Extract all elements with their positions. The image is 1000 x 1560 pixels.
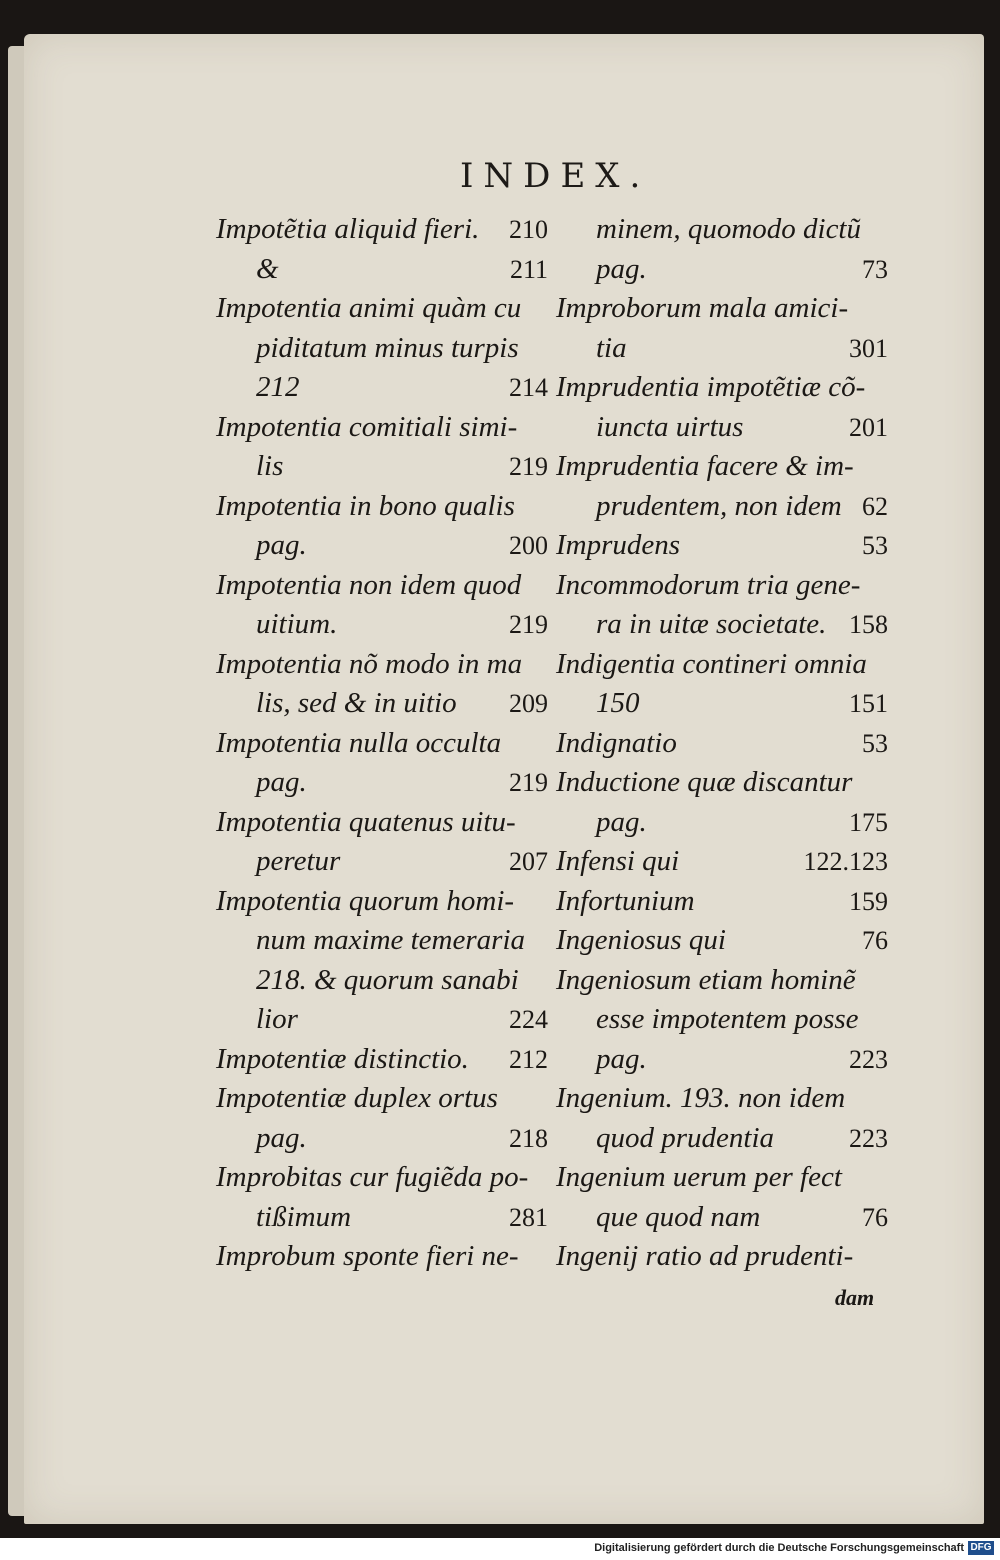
entry-text: Imprudentia impotẽtiæ cõ- — [556, 371, 866, 403]
entry-text: lis, sed & in uitio — [256, 687, 457, 719]
index-entry-line — [216, 605, 548, 645]
entry-page-number: 201 — [849, 412, 888, 442]
catchword: dam — [835, 1285, 875, 1310]
entry-text: Imprudentia facere & im- — [556, 450, 854, 482]
entry-text: Imprudens — [556, 529, 681, 561]
entry-text: uitium. — [256, 608, 338, 640]
index-column-right — [556, 210, 888, 1277]
index-entry-line — [216, 1158, 548, 1198]
entry-text: & — [256, 252, 279, 285]
index-entry-line — [556, 1040, 888, 1080]
index-entry-line — [216, 408, 548, 448]
entry-page-number: 224 — [509, 1005, 548, 1034]
entry-page-number: 211 — [509, 254, 548, 284]
entry-page-number: 62 — [862, 491, 888, 521]
entry-text: 218. & quorum sanabi — [256, 963, 519, 996]
entry-text: tia — [596, 331, 627, 364]
index-entry-line — [556, 882, 888, 922]
index-entry-line — [216, 803, 548, 843]
entry-page-number: 223 — [849, 1123, 888, 1153]
index-entry-line — [216, 645, 548, 685]
index-entry-line — [216, 1198, 548, 1238]
entry-text: lior — [256, 1003, 298, 1035]
entry-text: pag. — [256, 1121, 307, 1154]
index-entry-line — [556, 1000, 888, 1040]
entry-page-number: 281 — [509, 1202, 548, 1232]
entry-text: Impotentia comitiali simi- — [216, 410, 518, 443]
index-entry-line — [216, 1079, 548, 1119]
index-entry-line — [556, 526, 888, 566]
entry-page-number: 214 — [509, 373, 548, 402]
entry-text: Impotentia non idem quod — [216, 568, 522, 601]
entry-page-number: 73 — [862, 254, 888, 284]
entry-text: Indigentia contineri omnia — [556, 647, 867, 680]
entry-text: Impotentia quorum homi- — [216, 884, 515, 917]
entry-text: Indignatio — [556, 726, 677, 759]
entry-text: Incommodorum tria gene- — [556, 568, 861, 601]
entry-page-number: 210 — [509, 215, 548, 244]
entry-text: Improborum mala amici- — [556, 292, 849, 324]
entry-text: 212 — [256, 371, 300, 403]
index-entry-line — [216, 842, 548, 882]
entry-page-number: 219 — [509, 452, 548, 481]
entry-text: Improbum sponte fieri ne- — [216, 1240, 519, 1272]
entry-page-number: 223 — [849, 1044, 888, 1074]
index-entry-line — [216, 487, 548, 527]
entry-page-number: 200 — [509, 531, 548, 560]
index-entry-line — [216, 1040, 548, 1080]
index-entry-line — [216, 724, 548, 764]
entry-text: Impotẽtia aliquid fieri. — [216, 213, 480, 245]
index-column-left — [216, 210, 548, 1277]
index-entry-line — [556, 684, 888, 724]
entry-text: que quod nam — [596, 1200, 761, 1233]
index-entry-line — [556, 605, 888, 645]
index-entry-line — [216, 250, 548, 290]
entry-text: prudentem, non idem — [596, 489, 842, 522]
entry-text: Ingenium uerum per fect — [556, 1161, 842, 1193]
index-entry-line — [556, 961, 888, 1001]
entry-page-number: 207 — [509, 847, 548, 876]
index-entry-line — [216, 329, 548, 369]
entry-text: pag. — [596, 805, 647, 838]
entry-text: Impotentia nõ modo in ma — [216, 647, 523, 680]
index-entry-line — [556, 487, 888, 527]
dfg-logo-icon: DFG — [968, 1541, 994, 1555]
entry-page-number: 159 — [849, 886, 888, 916]
entry-text: pag. — [596, 252, 647, 285]
index-entry-line — [556, 842, 888, 882]
entry-page-number: 151 — [849, 689, 888, 718]
entry-text: Ingeniosus qui — [556, 924, 726, 956]
entry-page-number: 218 — [509, 1123, 548, 1153]
entry-page-number: 53 — [862, 531, 888, 560]
entry-text: Impotentia in bono qualis — [216, 489, 515, 522]
entry-text: esse impotentem posse — [596, 1003, 859, 1035]
index-entry-line — [216, 566, 548, 606]
entry-text: Ingenij ratio ad prudenti- — [556, 1240, 854, 1272]
index-entry-line — [556, 329, 888, 369]
entry-page-number: 76 — [862, 1202, 888, 1232]
entry-text: num maxime temeraria — [256, 924, 526, 956]
index-entry-line — [216, 763, 548, 803]
index-entry-line — [216, 1000, 548, 1040]
index-entry-line — [556, 724, 888, 764]
entry-text: Impotentiæ distinctio. — [216, 1042, 469, 1075]
index-entry-line — [556, 566, 888, 606]
entry-text: pag. — [256, 766, 307, 798]
entry-page-number: 76 — [862, 926, 888, 955]
index-entry-line — [556, 250, 888, 290]
entry-text: pag. — [256, 529, 307, 561]
entry-page-number: 219 — [509, 768, 548, 797]
index-entry-line — [556, 210, 888, 250]
entry-text: 150 — [596, 687, 640, 719]
index-entry-line — [216, 526, 548, 566]
entry-text: piditatum minus turpis — [256, 331, 519, 364]
index-entry-line — [556, 408, 888, 448]
entry-text: peretur — [256, 845, 341, 877]
footer-bar — [0, 1538, 1000, 1560]
entry-text: Ingeniosum etiam hominẽ — [556, 963, 856, 996]
index-entry-line — [216, 368, 548, 408]
entry-text: Inductione quæ discantur — [556, 766, 853, 798]
entry-text: quod prudentia — [596, 1121, 775, 1154]
entry-page-number: 219 — [509, 610, 548, 639]
index-entry-line — [556, 1198, 888, 1238]
entry-page-number: 122.123 — [803, 847, 888, 876]
index-entry-line — [556, 1119, 888, 1159]
index-entry-line — [216, 961, 548, 1001]
entry-text: tißimum — [256, 1200, 352, 1233]
index-entry-line — [216, 447, 548, 487]
entry-text: Infortunium — [556, 884, 695, 917]
index-entry-line — [556, 1237, 888, 1277]
index-entry-line — [216, 1119, 548, 1159]
index-entry-line — [216, 289, 548, 329]
index-entry-line — [556, 645, 888, 685]
index-entry-line — [556, 803, 888, 843]
entry-page-number: 209 — [509, 689, 548, 718]
entry-text: Improbitas cur fugiẽda po- — [216, 1161, 529, 1193]
footer-credit: Digitalisierung gefördert durch die Deutsche Forschungsgemeinschaft — [594, 1542, 964, 1554]
index-entry-line — [556, 289, 888, 329]
entry-text: lis — [256, 450, 284, 482]
index-entry-line — [556, 1079, 888, 1119]
index-entry-line — [216, 1237, 548, 1277]
entry-page-number: 53 — [862, 728, 888, 758]
entry-page-number: 212 — [509, 1044, 548, 1074]
index-entry-line — [216, 210, 548, 250]
entry-text: Ingenium. 193. non idem — [556, 1082, 846, 1114]
entry-text: Impotentiæ duplex ortus — [216, 1082, 498, 1114]
entry-text: Impotentia quatenus uitu- — [216, 805, 516, 838]
entry-text: pag. — [596, 1042, 647, 1075]
index-entry-line — [216, 921, 548, 961]
index-entry-line — [556, 368, 888, 408]
index-entry-line — [556, 921, 888, 961]
entry-text: ra in uitæ societate. — [596, 608, 827, 640]
running-header: INDEX. — [460, 156, 651, 196]
index-entry-line — [556, 447, 888, 487]
index-entry-line — [216, 684, 548, 724]
entry-page-number: 301 — [849, 333, 888, 363]
entry-page-number: 158 — [849, 610, 888, 639]
entry-text: Infensi qui — [556, 845, 680, 877]
entry-text: iuncta uirtus — [596, 410, 744, 443]
entry-text: minem, quomodo dictũ — [596, 213, 861, 245]
entry-text: Impotentia nulla occulta — [216, 726, 502, 759]
entry-text: Impotentia animi quàm cu — [216, 292, 522, 324]
index-entry-line — [216, 882, 548, 922]
index-entry-line — [556, 1158, 888, 1198]
index-entry-line — [556, 763, 888, 803]
entry-page-number: 175 — [849, 807, 888, 837]
